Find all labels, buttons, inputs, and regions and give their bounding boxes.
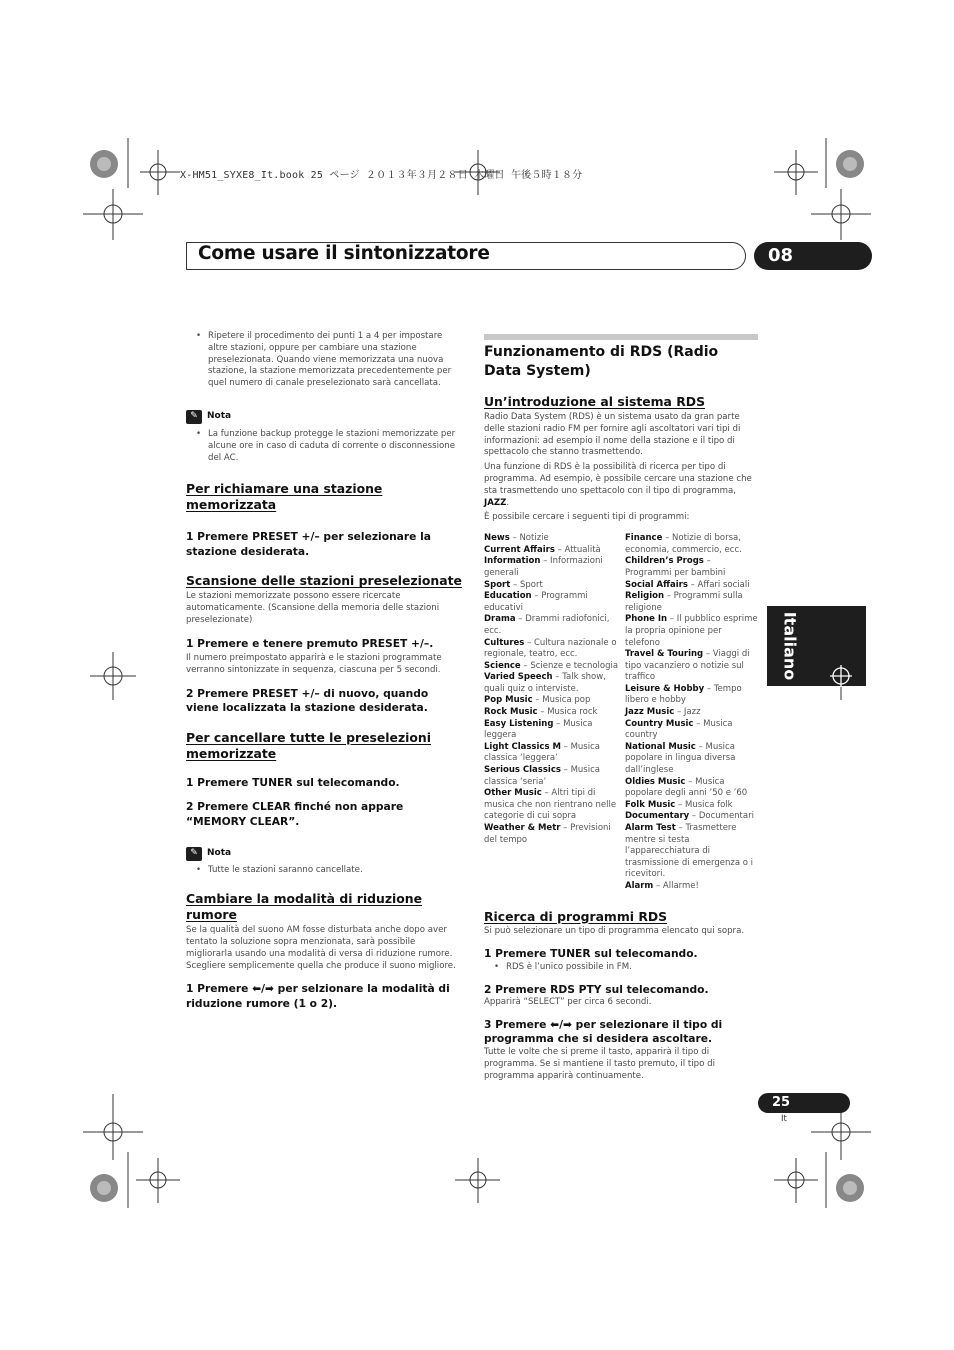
pty-description: – Tempo libero e hobby [625, 683, 742, 706]
left-column [186, 331, 462, 1011]
pty-name: Religion [625, 591, 665, 602]
note-icon: ✎ [186, 410, 202, 424]
list-item [484, 580, 625, 592]
pty-column-right [625, 533, 758, 892]
list-item [625, 823, 758, 881]
pty-description: – Cultura nazionale o regionale, teatro, ecc. [484, 637, 617, 660]
section-main-heading: Funzionamento di RDS (Radio Data System) [484, 344, 719, 379]
pty-description: – Scienze e tecnologia [520, 660, 619, 671]
step: 3 Premere ⬅/➡ per selezionare il tipo di programma che si desidera ascoltare. [484, 1017, 723, 1046]
list-item [484, 719, 625, 742]
section-heading: Un’introduzione al sistema RDS [484, 394, 705, 409]
list-item: • Ripetere il procedimento dei punti 1 a 4 per impostare altre stazioni, oppure per cambiare una stazione preselezionata. Quando viene memorizzata una nuova stazione, la stazione memorizzata precedentemente per quel numero di canale preselezionato sarà cancellata. [186, 331, 462, 390]
pty-name: Alarm [625, 880, 654, 891]
pty-description: – Programmi per bambini [625, 556, 726, 578]
pty-description: – Musica folk [675, 799, 733, 810]
pty-description: – Jazz [674, 707, 701, 718]
list-item [625, 800, 758, 812]
pty-description: – Musica classica ‘seria’ [484, 765, 600, 787]
pty-description: – Documentari [689, 811, 754, 822]
section-bar [484, 334, 758, 340]
pty-name: Leisure & Hobby [625, 683, 705, 694]
list-item [625, 614, 758, 649]
pty-name: Varied Speech [484, 672, 553, 683]
body-text: Radio Data System (RDS) è un sistema usato da gran parte delle stazioni radio FM per fornire agli ascoltatori vari tipi di informazioni: ad esempio il nome della stazione e il tipo di spettacolo che stanno trasmettendo. [484, 412, 741, 458]
pty-name: Light Classics M [484, 741, 561, 752]
section-heading: Per richiamare una stazione memorizzata [186, 481, 383, 513]
list-item [625, 649, 758, 684]
pty-name: Documentary [625, 811, 690, 822]
jazz-label: JAZZ [484, 497, 507, 508]
list-item [484, 788, 625, 823]
pty-description: – Allarme! [653, 880, 699, 891]
list-item [625, 742, 758, 777]
pty-description: – Musica pop [532, 695, 591, 706]
body-text [484, 462, 758, 509]
section-heading: Ricerca di programmi RDS [484, 908, 668, 924]
pty-name: Social Affairs [625, 579, 688, 590]
pty-column-left [484, 533, 625, 892]
list-item: • RDS è l’unico possibile in FM. [484, 962, 758, 974]
pty-list [484, 533, 758, 892]
list-item [484, 672, 625, 695]
pty-name: Easy Listening [484, 718, 554, 729]
section-heading: Cambiare la modalità di riduzione rumore [186, 891, 423, 923]
pty-description: – Affari sociali [687, 579, 750, 590]
pty-description: – Musica leggera [484, 718, 593, 741]
pty-name: Children’s Progs [625, 556, 704, 567]
pty-name: Finance [625, 533, 663, 544]
pty-name: Serious Classics [484, 765, 561, 776]
body-text-part: Una funzione di RDS è la possibilità di ricerca per tipo di programma. Ad esempio, è possibile cercare una stazione che sta trasmettendo uno spettacolo con il tipo di programma, [484, 462, 752, 496]
list-item [625, 580, 758, 592]
pty-name: Rock Music [484, 707, 538, 718]
book-info: X-HM51_SYXE8_It.book 25 ページ ２０１３年３月２８日 木曜日 午後５時１８分 [180, 170, 583, 181]
list-item [484, 742, 625, 765]
list-item [625, 881, 758, 893]
step: 1 Premere TUNER sul telecomando. [484, 947, 698, 961]
pty-name: National Music [625, 741, 696, 752]
note-label: Nota [207, 848, 232, 859]
body-text: Il numero preimpostato apparirà e le stazioni programmate verranno sintonizzate in sequenza, ciascuna per 5 secondi. [186, 653, 442, 676]
page-number: 25 [758, 1093, 850, 1113]
list-item [484, 707, 625, 719]
pty-name: Oldies Music [625, 776, 686, 787]
pty-description: – Musica rock [537, 707, 598, 718]
pty-description: – Musica popolare in lingua diversa dall’inglese [625, 741, 736, 776]
section-heading: Scansione delle stazioni preselezionate [186, 573, 462, 589]
pty-description: – Previsioni del tempo [484, 823, 611, 845]
pty-description: – Musica country [625, 718, 733, 741]
pty-name: Sport [484, 579, 511, 590]
pty-name: Country Music [625, 718, 694, 729]
pty-description: – Sport [510, 579, 543, 590]
pty-name: Information [484, 556, 541, 567]
pty-description: – Notizie di borsa, economia, commercio, ecc. [625, 533, 742, 555]
pty-name: Jazz Music [625, 707, 675, 718]
list-item: • Tutte le stazioni saranno cancellate. [186, 865, 462, 877]
list-item [484, 661, 625, 673]
pty-name: Phone In [625, 614, 668, 625]
right-column [484, 343, 758, 1082]
body-text: Apparirà “SELECT” per circa 6 secondi. [484, 997, 652, 1008]
body-text: Le stazioni memorizzate possono essere ricercate automaticamente. (Scansione della memoria delle stazioni preselezionate) [186, 591, 440, 625]
body-text: Se la qualità del suono AM fosse disturbata anche dopo aver tentato la soluzione sopra menzionata, sarà possibile migliorarla usando una modalità di versa di riduzione rumore. Scegliere semplicemente quella che produce il suono migliore. [186, 925, 456, 971]
list-item [484, 823, 625, 846]
step: 1 Premere e tenere premuto PRESET +/–. [186, 636, 434, 650]
list-item [484, 638, 625, 661]
language-tab-label: Italiano [780, 611, 800, 681]
list-item [625, 533, 758, 556]
list-item [625, 707, 758, 719]
chapter-badge: 08 [754, 242, 872, 270]
pty-name: Folk Music [625, 799, 676, 810]
pty-name: Weather & Metr [484, 823, 561, 834]
pty-name: Pop Music [484, 695, 533, 706]
list-item [484, 614, 625, 637]
pty-description: – Trasmettere mentre si testa l’apparecchiatura di trasmissione di emergenza o i ricevitori. [625, 823, 754, 880]
list-item [484, 765, 625, 788]
pty-name: News [484, 533, 510, 544]
pty-name: Cultures [484, 637, 525, 648]
list-item [484, 556, 625, 579]
pty-name: Other Music [484, 788, 542, 799]
pty-description: – Musica popolare degli anni ’50 e ’60 [625, 776, 748, 799]
list-item [625, 719, 758, 742]
step: 1 Premere TUNER sul telecomando. [186, 775, 400, 789]
list-item [484, 533, 625, 545]
list-item [484, 545, 625, 557]
pty-description: – Attualità [554, 544, 601, 555]
section-heading: Per cancellare tutte le preselezioni memorizzate [186, 729, 431, 761]
pty-description: – Talk show, quali quiz o interviste. [484, 672, 606, 694]
language-code: It [781, 1114, 787, 1124]
note-label: Nota [207, 411, 232, 422]
pty-description: – Programmi sulla religione [625, 591, 743, 613]
list-item [625, 777, 758, 800]
body-text-part: . [506, 497, 510, 508]
note-heading [186, 847, 462, 861]
list-item: • La funzione backup protegge le stazioni memorizzate per alcune ore in caso di caduta di corrente o disconnessione del AC. [186, 429, 462, 464]
pty-description: – Altri tipi di musica che non rientrano nelle categorie di cui sopra [484, 788, 617, 822]
step: 2 Premere RDS PTY sul telecomando. [484, 982, 709, 996]
note-icon: ✎ [186, 847, 202, 861]
pty-description: – Informazioni generali [484, 556, 603, 578]
note-heading [186, 410, 462, 424]
body-text: È possibile cercare i seguenti tipi di programmi: [484, 512, 690, 523]
step: 1 Premere PRESET +/– per selezionare la stazione desiderata. [186, 530, 432, 558]
pty-description: – Notizie [509, 533, 549, 544]
pty-name: Alarm Test [625, 823, 676, 834]
body-text: Si può selezionare un tipo di programma elencato qui sopra. [484, 925, 745, 936]
pty-name: Travel & Touring [625, 649, 704, 660]
pty-name: Drama [484, 614, 516, 625]
page-title: Come usare il sintonizzatore [198, 243, 490, 264]
body-text: Tutte le volte che si preme il tasto, apparirà il tipo di programma. Se si mantiene il tasto premuto, il tipo di programma apparirà continuamente. [484, 1046, 715, 1081]
pty-description: – Drammi radiofonici, ecc. [484, 614, 610, 636]
step: 2 Premere PRESET +/– di nuovo, quando viene localizzata la stazione desiderata. [186, 686, 429, 715]
list-item [625, 556, 758, 579]
side-tab-target-icon [829, 664, 853, 688]
pty-description: – Viaggi di tipo vacanziero o notizie sul traffico [625, 649, 750, 683]
pty-description: – Musica classica ‘leggera’ [484, 741, 600, 764]
list-item [625, 684, 758, 707]
pty-description: – Il pubblico esprime la propria opinione per telefono [625, 614, 758, 648]
list-item [625, 591, 758, 614]
step: 2 Premere CLEAR finché non appare “MEMORY CLEAR”. [186, 800, 404, 828]
list-item [625, 811, 758, 823]
pty-name: Science [484, 660, 521, 671]
list-item [484, 695, 625, 707]
pty-description: – Programmi educativi [484, 591, 588, 613]
pty-name: Current Affairs [484, 544, 555, 555]
step: 1 Premere ⬅/➡ per selzionare la modalità di riduzione rumore (1 o 2). [186, 982, 450, 1010]
list-item [484, 591, 625, 614]
pty-name: Education [484, 591, 532, 602]
